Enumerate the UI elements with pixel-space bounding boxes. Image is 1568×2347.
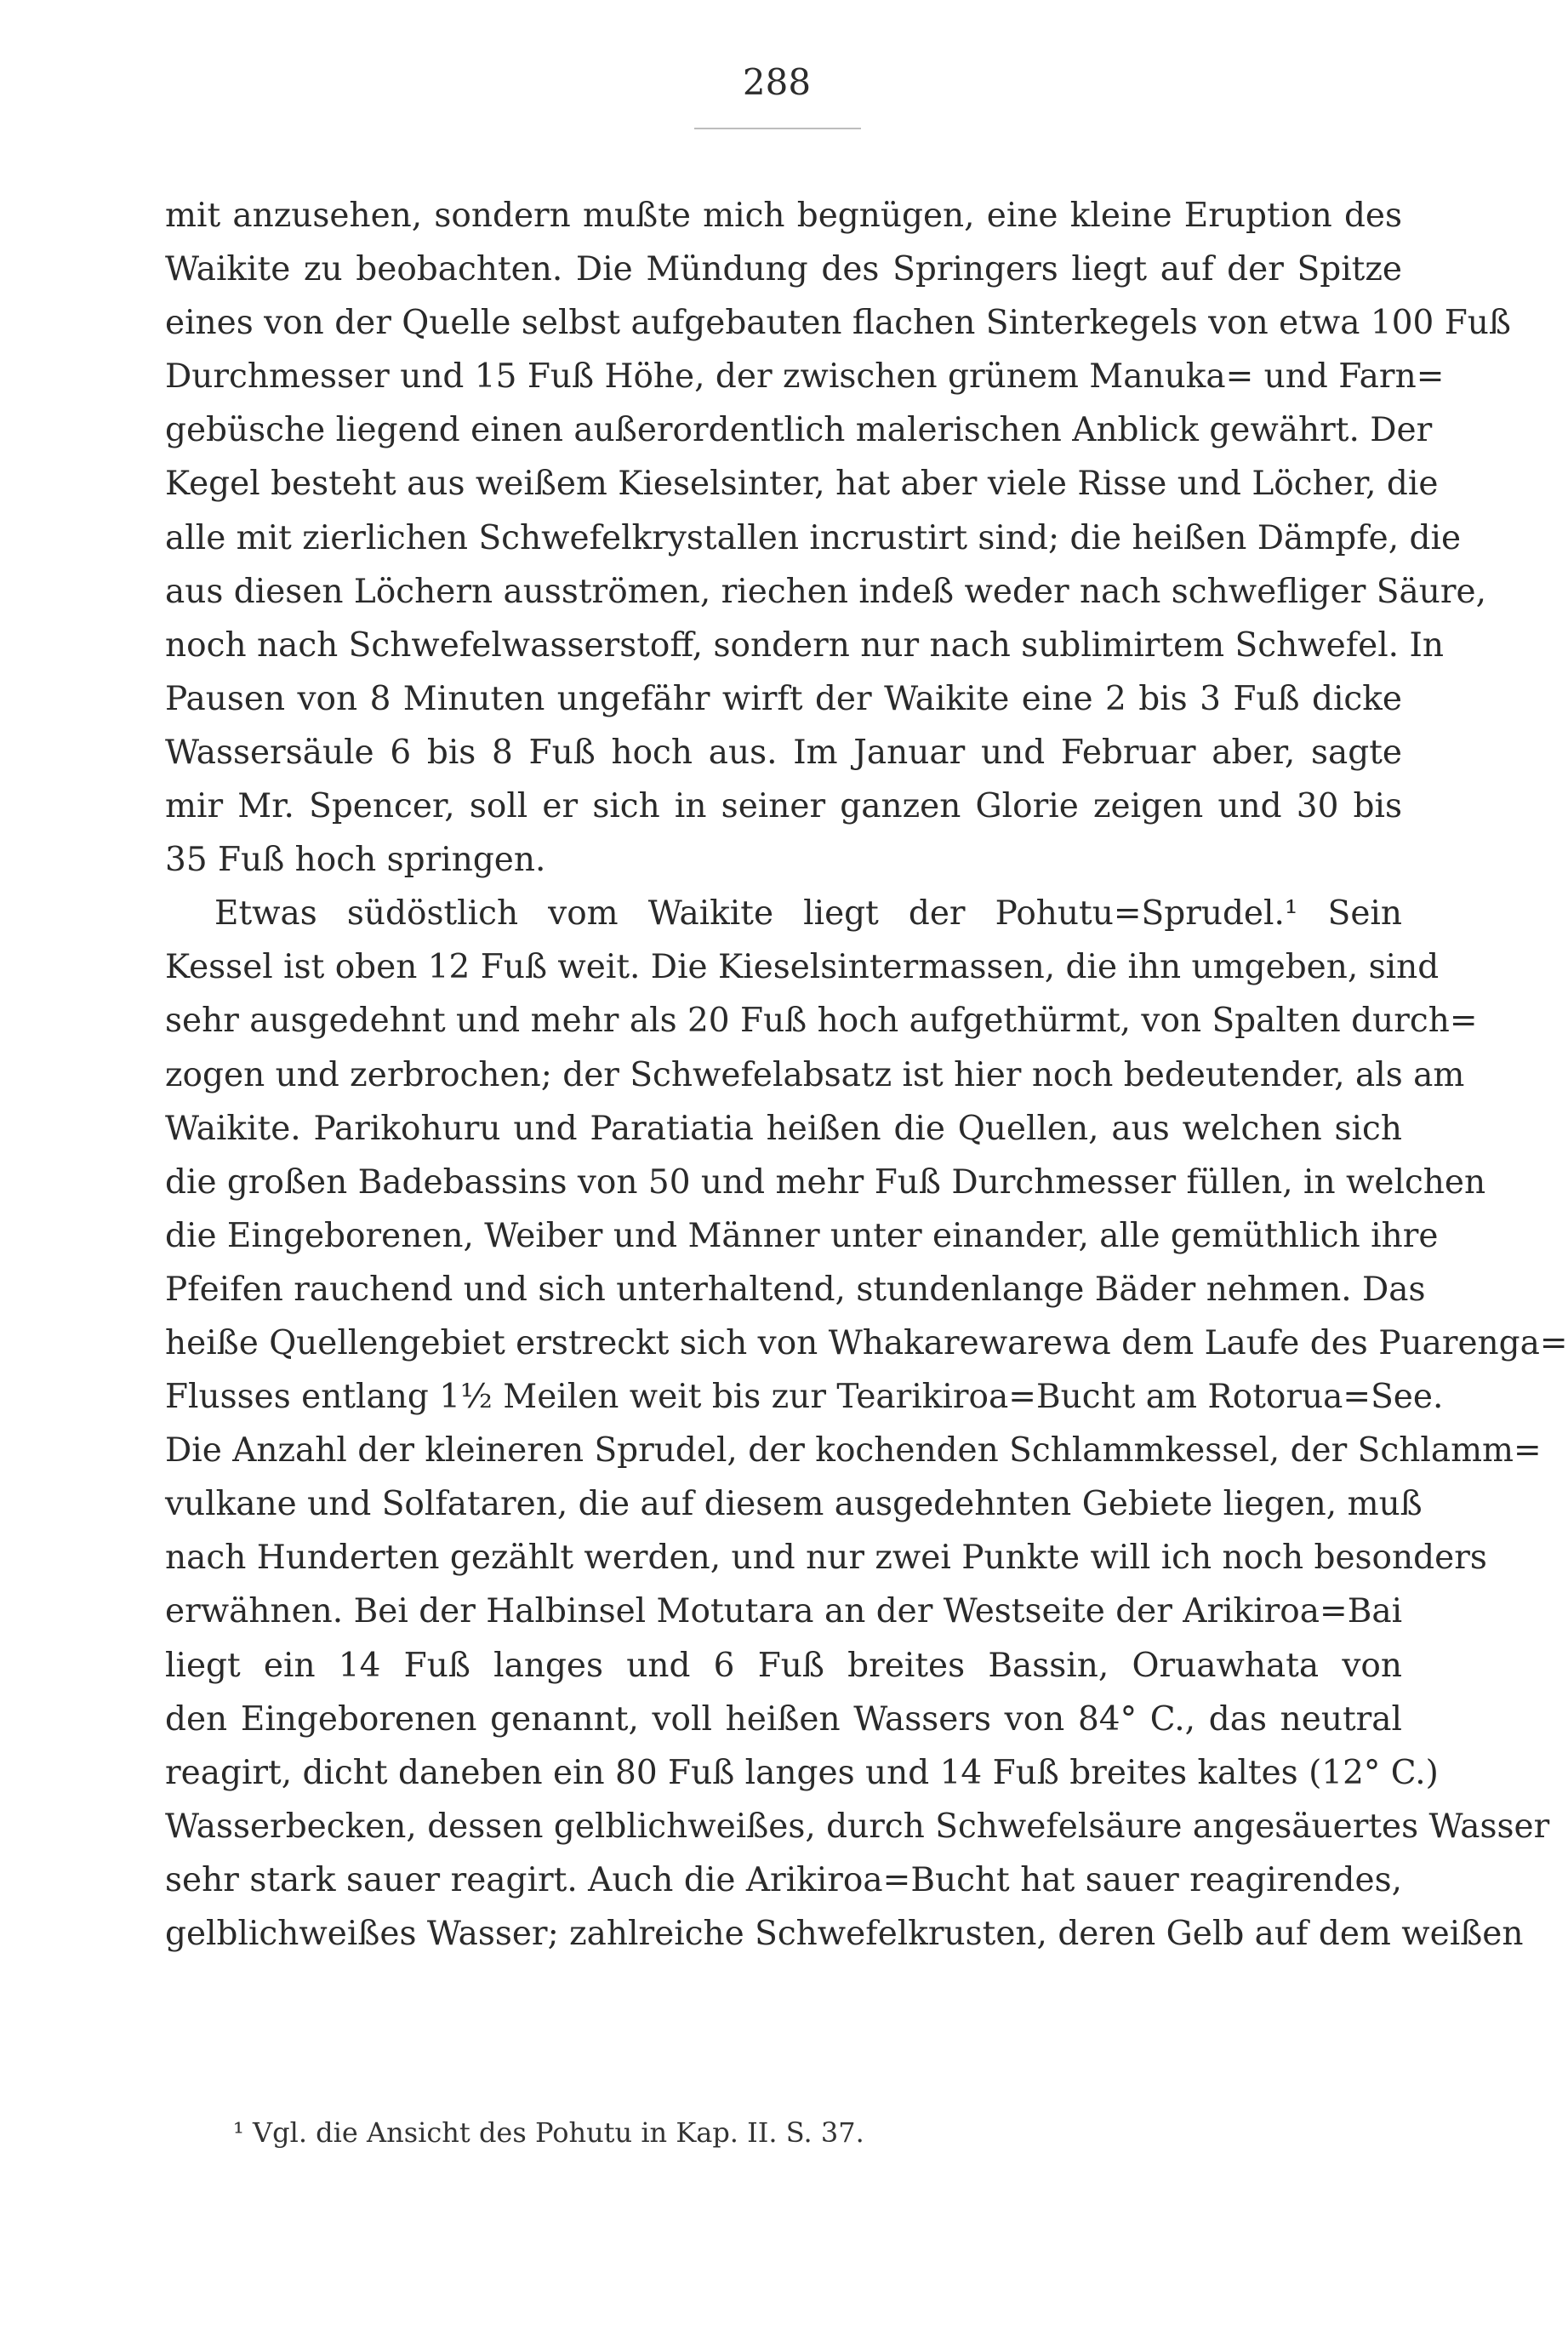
- text-line: gebüsche liegend einen außerordentlich malerischen Anblick gewährt. Der: [165, 411, 1433, 450]
- text-line: erwähnen. Bei der Halbinsel Motutara an der Westseite der Arikiroa=Bai: [165, 1592, 1403, 1631]
- text-line: reagirt, dicht daneben ein 80 Fuß langes und 14 Fuß breites kaltes (12° C.): [165, 1753, 1439, 1792]
- text-line: mir Mr. Spencer, soll er sich in seiner ganzen Glorie zeigen und 30 bis: [165, 787, 1402, 826]
- text-line: noch nach Schwefelwasserstoff, sondern nur nach sublimirtem Schwefel. In: [165, 625, 1445, 665]
- text-line: 35 Fuß hoch springen.: [165, 841, 546, 880]
- text-line: aus diesen Löchern ausströmen, riechen indeß weder nach schwefliger Säure,: [165, 572, 1486, 611]
- header-rule: [694, 128, 861, 129]
- body-text: [165, 189, 1568, 1961]
- text-line: die großen Badebassins von 50 und mehr Fuß Durchmesser füllen, in welchen: [165, 1162, 1486, 1202]
- text-line: Kegel besteht aus weißem Kieselsinter, hat aber viele Risse und Löcher, die: [165, 465, 1439, 504]
- text-line: Die Anzahl der kleineren Sprudel, der kochenden Schlammkessel, der Schlamm=: [165, 1431, 1542, 1470]
- text-line: Kessel ist oben 12 Fuß weit. Die Kieselsintermassen, die ihn umgeben, sind: [165, 948, 1440, 987]
- text-line: gelblichweißes Wasser; zahlreiche Schwefelkrusten, deren Gelb auf dem weißen: [165, 1915, 1524, 1953]
- text-line: vulkane und Solfataren, die auf diesem ausgedehnten Gebiete liegen, muß: [165, 1485, 1423, 1524]
- text-line: Waikite zu beobachten. Die Mündung des Springers liegt auf der Spitze: [165, 250, 1402, 289]
- text-line: nach Hunderten gezählt werden, und nur zwei Punkte will ich noch besonders: [165, 1539, 1487, 1578]
- text-line: Durchmesser und 15 Fuß Höhe, der zwischen grünem Manuka= und Farn=: [165, 357, 1445, 397]
- text-line: eines von der Quelle selbst aufgebauten flachen Sinterkegels von etwa 100 Fuß: [165, 304, 1511, 343]
- text-line: Flusses entlang 1½ Meilen weit bis zur Tearikiroa=Bucht am Rotorua=See.: [165, 1378, 1444, 1417]
- text-line: alle mit zierlichen Schwefelkrystallen incrustirt sind; die heißen Dämpfe, die: [165, 518, 1462, 557]
- text-line: Pausen von 8 Minuten ungefähr wirft der Waikite eine 2 bis 3 Fuß dicke: [165, 679, 1402, 718]
- text-line: sehr stark sauer reagirt. Auch die Arikiroa=Bucht hat sauer reagirendes,: [165, 1860, 1402, 1899]
- text-line: Waikite. Parikohuru und Paratiatia heißen die Quellen, aus welchen sich: [165, 1109, 1402, 1148]
- footnote: ¹ Vgl. die Ansicht des Pohutu in Kap. II. S. 37.: [233, 2116, 864, 2149]
- text-line: mit anzusehen, sondern mußte mich begnügen, eine kleine Eruption des: [165, 197, 1402, 235]
- text-line: heiße Quellengebiet erstreckt sich von Whakarewarewa dem Laufe des Puarenga=: [165, 1323, 1568, 1362]
- text-line: Wasserbecken, dessen gelblichweißes, durch Schwefelsäure angesäuertes Wasser: [165, 1807, 1550, 1846]
- text-line: Etwas südöstlich vom Waikite liegt der Pohutu=Sprudel.¹ Sein: [214, 894, 1402, 934]
- text-line: Wassersäule 6 bis 8 Fuß hoch aus. Im Januar und Februar aber, sagte: [165, 733, 1402, 772]
- text-line: den Eingeborenen genannt, voll heißen Wassers von 84° C., das neutral: [165, 1699, 1402, 1739]
- text-line: liegt ein 14 Fuß langes und 6 Fuß breites Bassin, Oruawhata von: [165, 1646, 1402, 1685]
- text-line: sehr ausgedehnt und mehr als 20 Fuß hoch aufgethürmt, von Spalten durch=: [165, 1002, 1478, 1041]
- text-line: zogen und zerbrochen; der Schwefelabsatz ist hier noch bedeutender, als am: [165, 1055, 1465, 1094]
- page-number: 288: [742, 61, 812, 103]
- text-line: die Eingeborenen, Weiber und Männer unter einander, alle gemüthlich ihre: [165, 1216, 1439, 1255]
- text-line: Pfeifen rauchend und sich unterhaltend, stundenlange Bäder nehmen. Das: [165, 1270, 1426, 1309]
